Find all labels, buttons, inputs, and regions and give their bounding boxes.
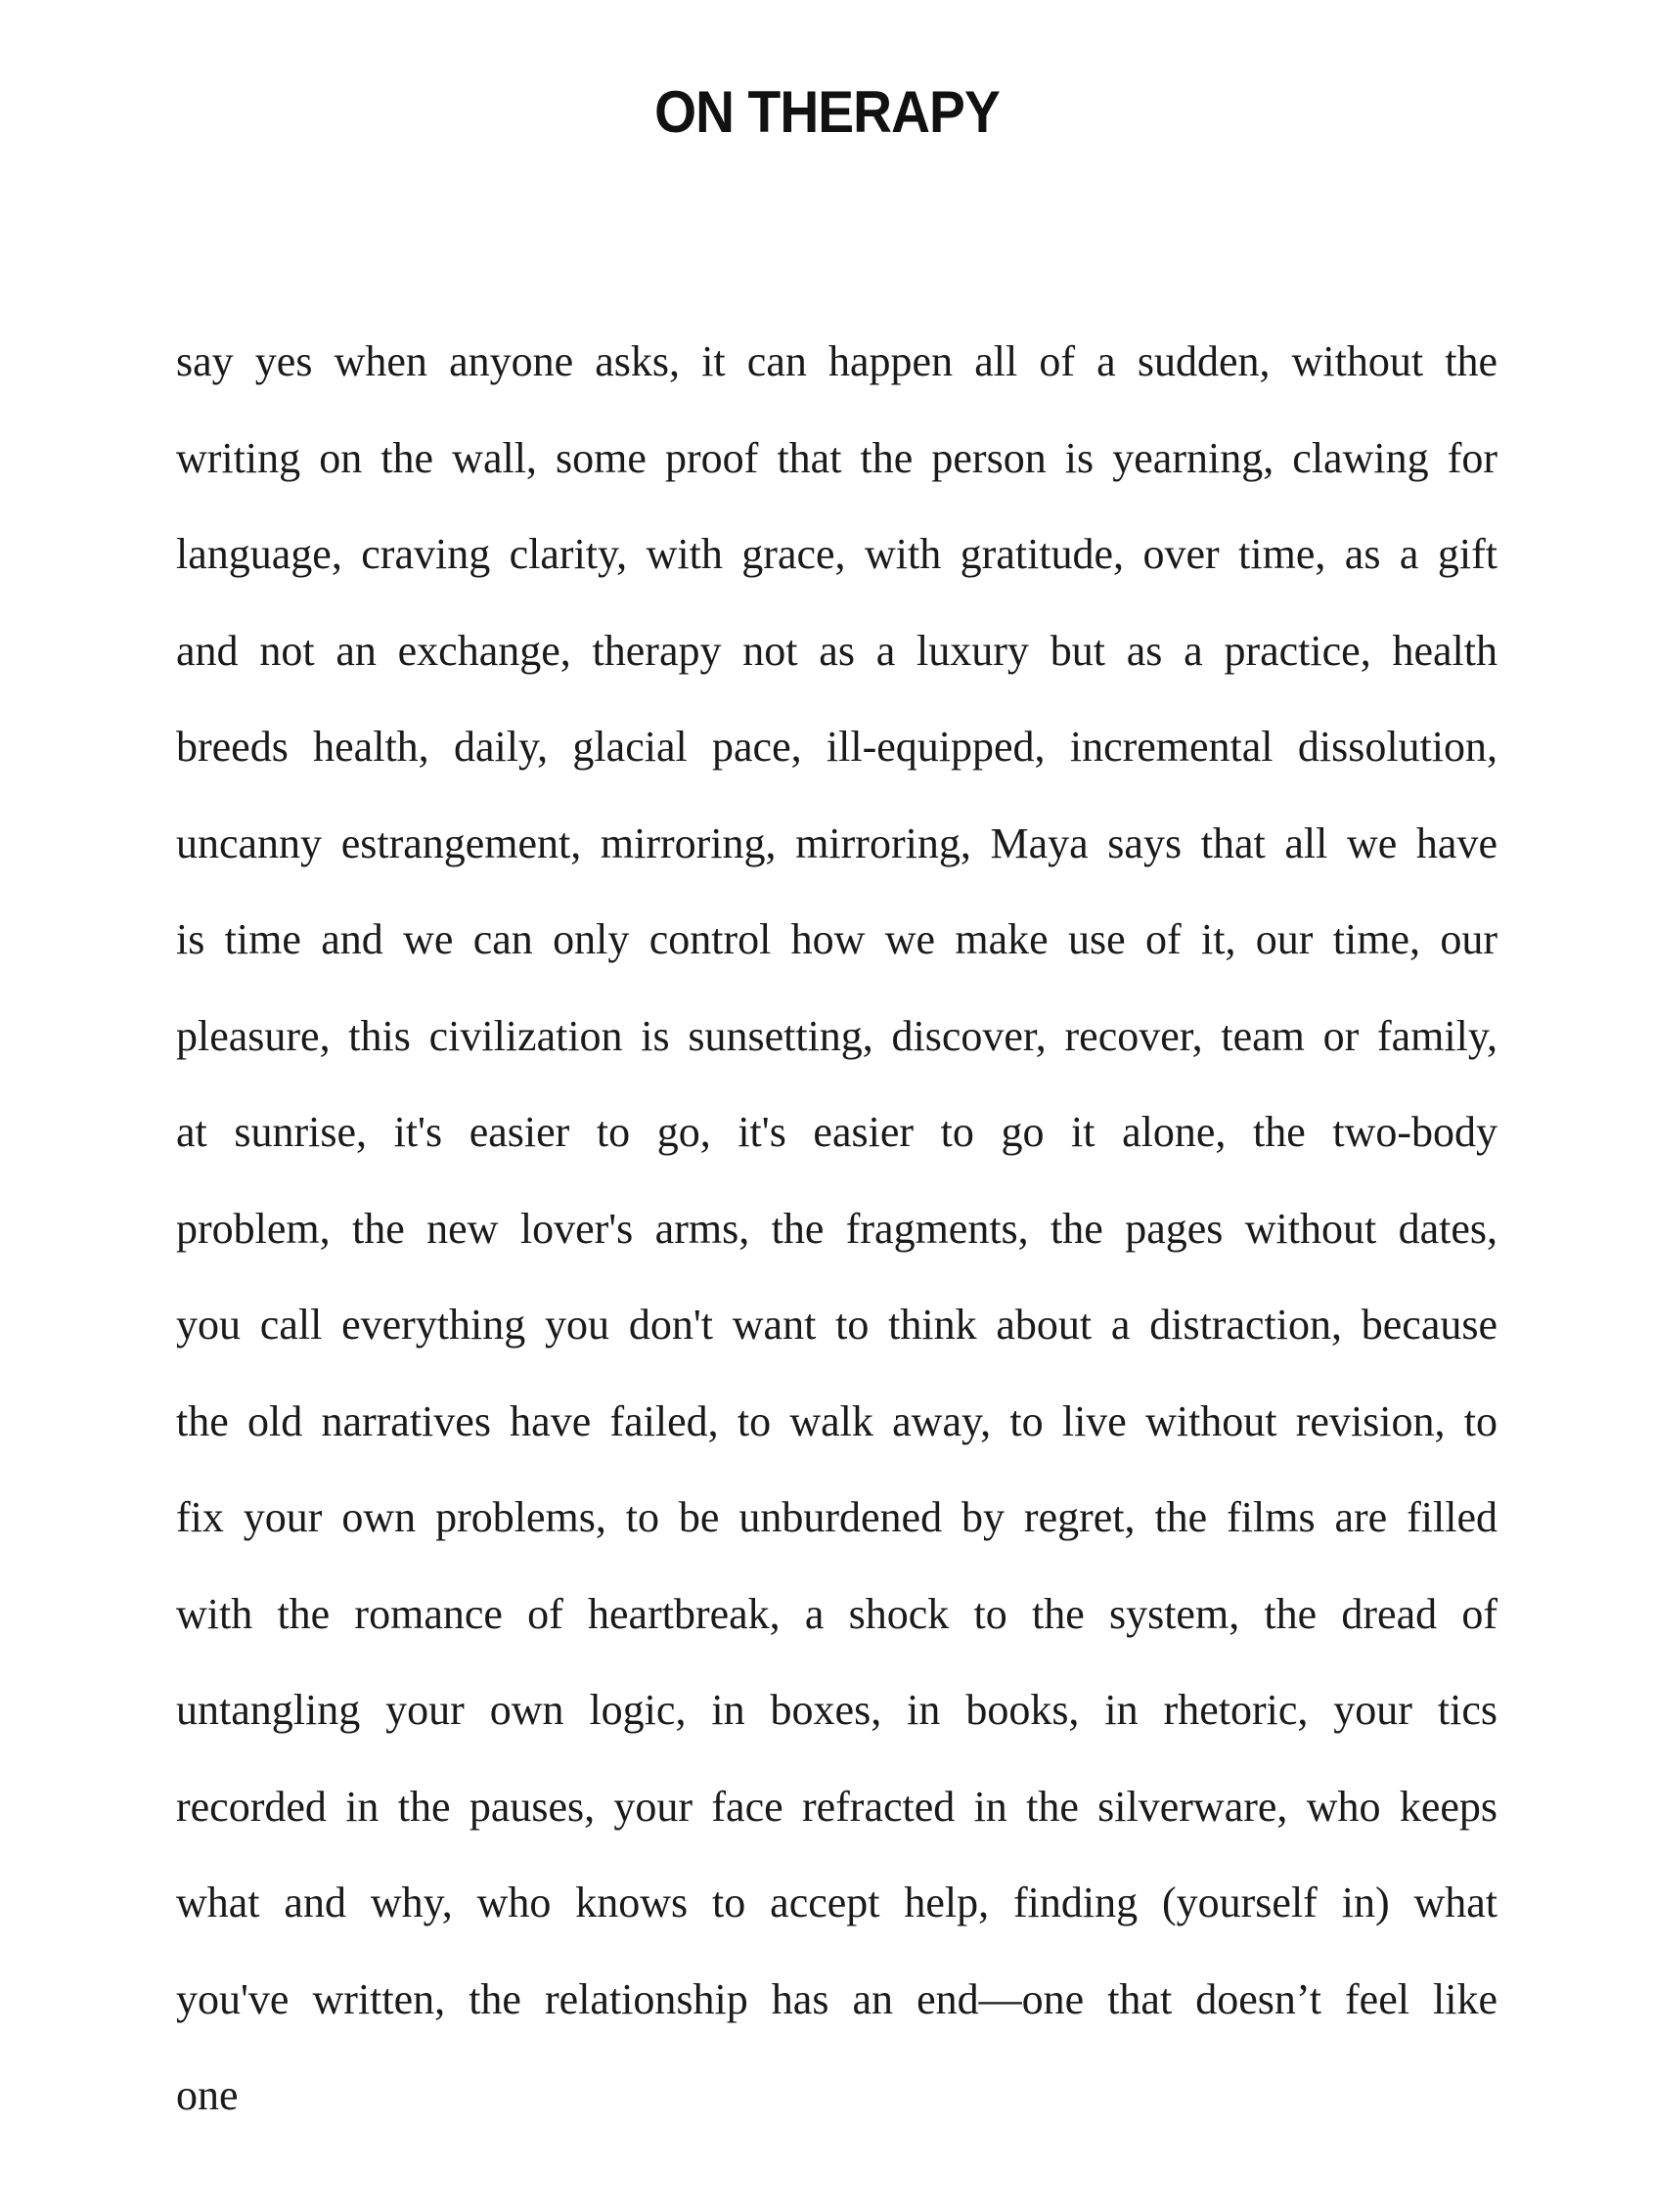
text-line: untangling your own logic, in boxes, in books, in rhetoric, your tics xyxy=(176,1686,1498,1734)
text-line: with the romance of heartbreak, a shock to the system, the dread of xyxy=(176,1589,1498,1638)
body-text xyxy=(176,327,1498,2157)
text-line: say yes when anyone asks, it can happen all of a sudden, without the xyxy=(176,337,1498,385)
text-line: fix your own problems, to be unburdened by regret, the films are filled xyxy=(176,1493,1498,1541)
text-line: the old narratives have failed, to walk away, to live without revision, to xyxy=(176,1396,1498,1445)
text-line: what and why, who knows to accept help, finding (yourself in) what xyxy=(176,1879,1498,1926)
text-line: language, craving clarity, with grace, with gratitude, over time, as a gift xyxy=(176,530,1498,578)
text-line: is time and we can only control how we make use of it, our time, our xyxy=(176,915,1498,963)
text-line: you've written, the relationship has an end—one that doesn’t feel like xyxy=(176,1974,1498,2023)
text-line: one xyxy=(176,2071,239,2119)
text-line: breeds health, daily, glacial pace, ill-equipped, incremental dissolution, xyxy=(176,723,1498,771)
text-line: recorded in the pauses, your face refracted in the silverware, who keeps xyxy=(176,1782,1498,1831)
text-line: problem, the new lover's arms, the fragments, the pages without dates, xyxy=(176,1204,1498,1253)
page-title: ON THERAPY xyxy=(654,79,1000,145)
text-line: and not an exchange, therapy not as a luxury but as a practice, health xyxy=(176,626,1498,675)
text-line: you call everything you don't want to think about a distraction, because xyxy=(176,1301,1498,1349)
text-line: writing on the wall, some proof that the person is yearning, clawing for xyxy=(176,433,1498,482)
text-line: pleasure, this civilization is sunsetting, discover, recover, team or family, xyxy=(176,1011,1498,1060)
text-line: at sunrise, it's easier to go, it's easier to go it alone, the two-body xyxy=(176,1108,1498,1156)
text-line: uncanny estrangement, mirroring, mirroring, Maya says that all we have xyxy=(176,818,1498,867)
